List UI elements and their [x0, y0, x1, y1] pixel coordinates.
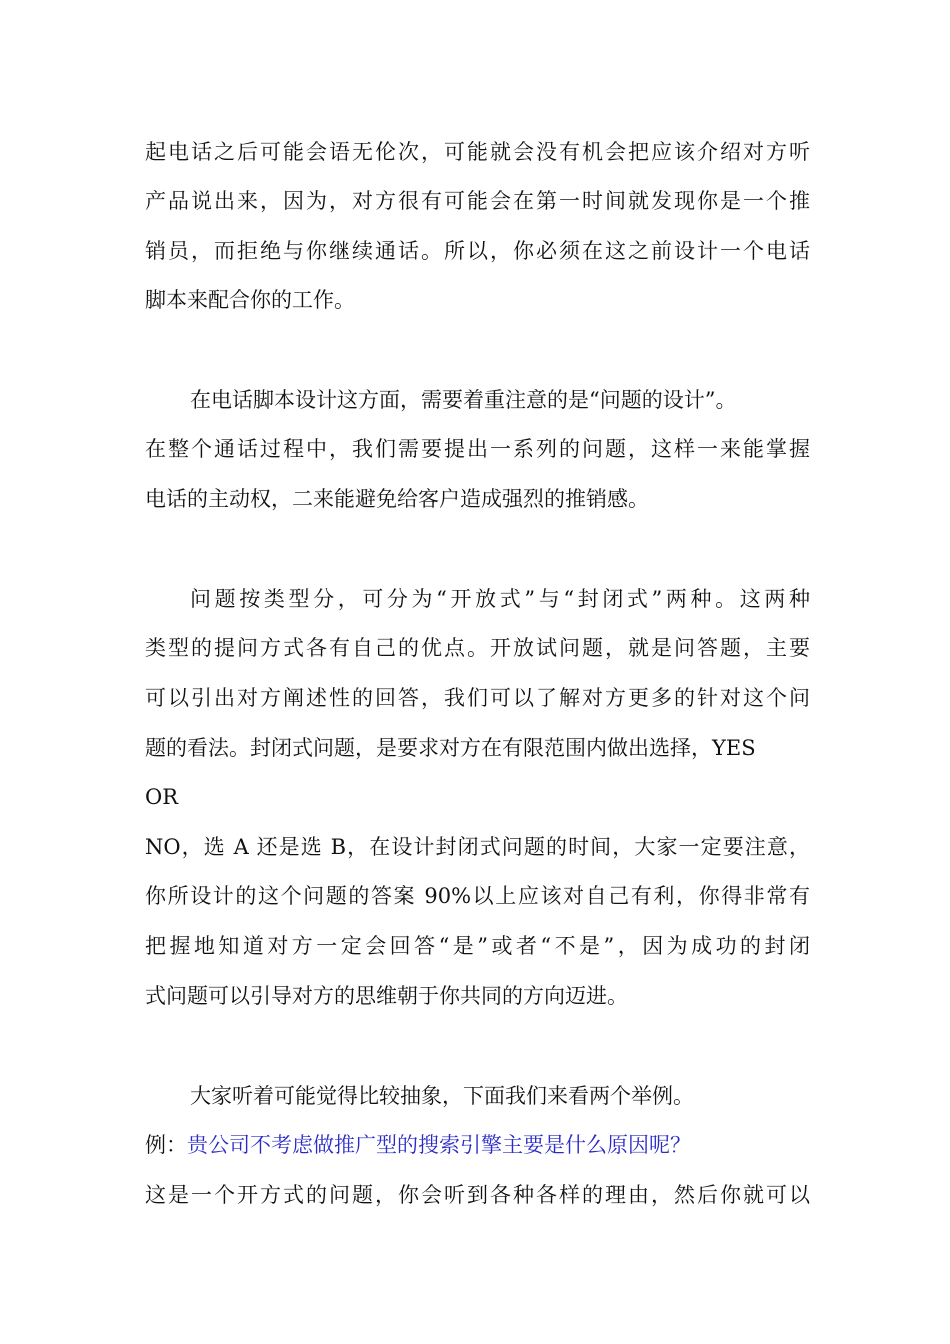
paragraph-3-line-6: NO，选 A 还是选 B，在设计封闭式问题的时间，大家一定要注意， [145, 835, 810, 859]
paragraph-1-line-4: 脚本来配合你的工作。 [145, 288, 355, 312]
paragraph-3-line-8: 把握地知道对方一定会回答“是”或者“不是”，因为成功的封闭 [145, 934, 810, 958]
paragraph-3-line-4: 题的看法。封闭式问题，是要求对方在有限范围内做出选择，YES [145, 736, 756, 760]
example-line [145, 1131, 810, 1159]
paragraph-1-line-1: 起电话之后可能会语无伦次，可能就会没有机会把应该介绍对方听 [145, 140, 810, 164]
paragraph-3-line-3: 可以引出对方阐述性的回答，我们可以了解对方更多的针对这个问 [145, 686, 810, 710]
paragraph-5-line-1: 这是一个开方式的问题，你会听到各种各样的理由，然后你就可以 [145, 1183, 810, 1207]
paragraph-2-line-3: 电话的主动权，二来能避免给客户造成强烈的推销感。 [145, 487, 649, 511]
paragraph-1-line-2: 产品说出来，因为，对方很有可能会在第一时间就发现你是一个推 [145, 189, 810, 213]
paragraph-3-line-1: 问题按类型分，可分为“开放式”与“封闭式”两种。这两种 [190, 587, 810, 611]
paragraph-4-line-1: 大家听着可能觉得比较抽象，下面我们来看两个举例。 [190, 1084, 694, 1108]
paragraph-2-line-1: 在电话脚本设计这方面，需要着重注意的是“问题的设计”。 [190, 388, 737, 412]
paragraph-1-line-3: 销员，而拒绝与你继续通话。所以，你必须在这之前设计一个电话 [145, 239, 810, 263]
paragraph-3-line-2: 类型的提问方式各有自己的优点。开放试问题，就是问答题，主要 [145, 636, 810, 660]
paragraph-2-line-2: 在整个通话过程中，我们需要提出一系列的问题，这样一来能掌握 [145, 437, 810, 461]
example-question: 贵公司不考虑做推广型的搜索引擎主要是什么原因呢？ [187, 1133, 691, 1157]
paragraph-3-line-7: 你所设计的这个问题的答案 90%以上应该对自己有利，你得非常有 [145, 884, 810, 908]
example-prefix: 例： [145, 1133, 187, 1157]
paragraph-3-line-5: OR [145, 785, 179, 809]
paragraph-3-line-9: 式问题可以引导对方的思维朝于你共同的方向迈进。 [145, 984, 628, 1008]
